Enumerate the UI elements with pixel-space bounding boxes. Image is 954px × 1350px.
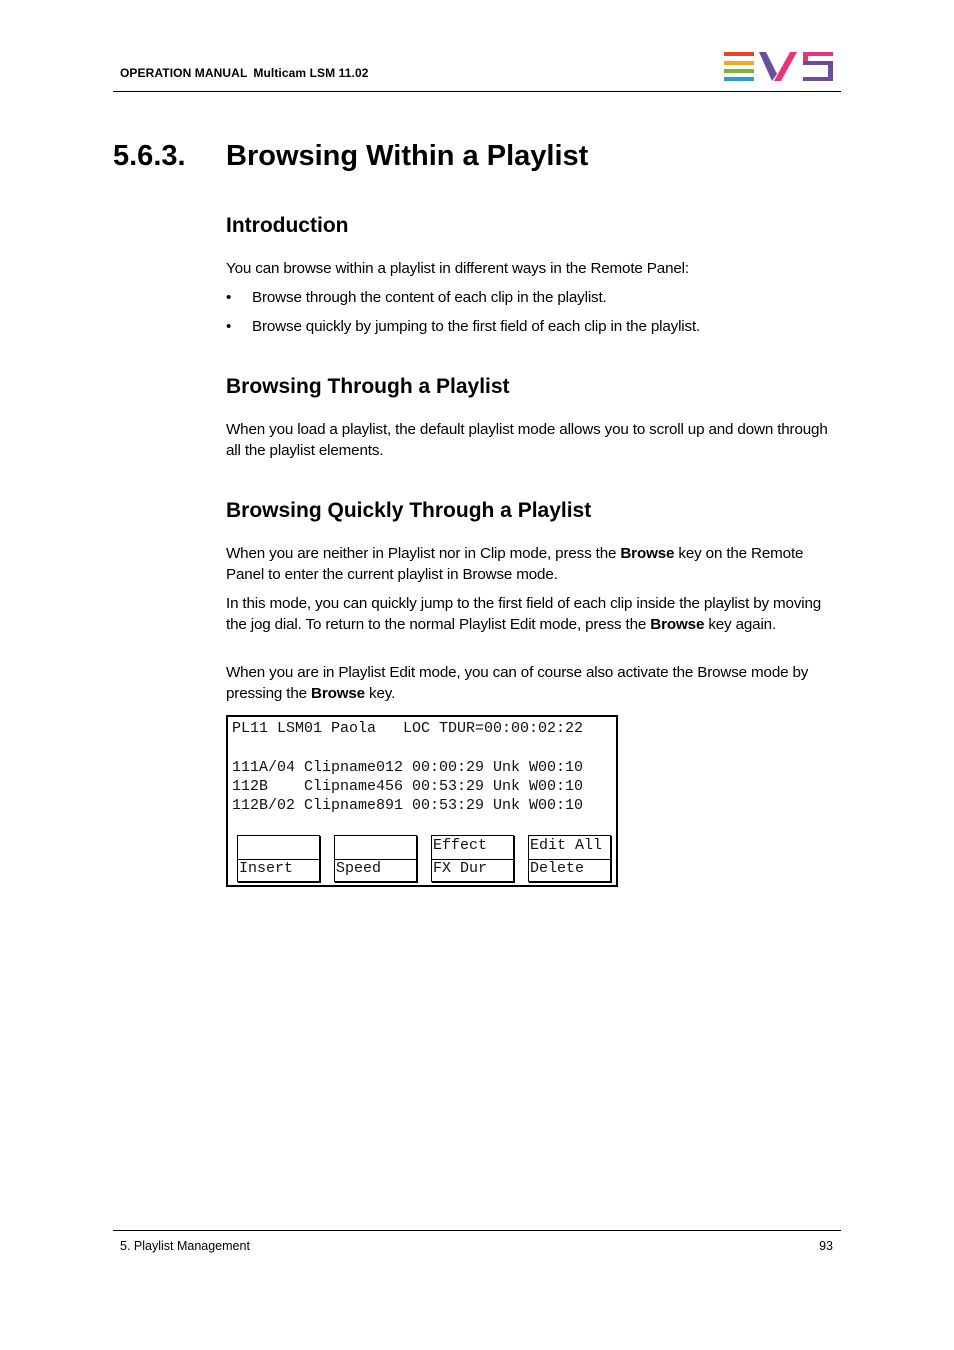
function-key-bottom-label: Insert [239,860,294,877]
browsing-through-text: When you load a playlist, the default playlist mode allows you to scroll up and down through all the playlist elements. [226,421,828,459]
lcd-screen [226,715,618,887]
bullet-icon: • [226,289,232,306]
function-key-insert[interactable] [237,835,320,882]
function-key-effect[interactable] [431,835,514,882]
introduction-heading: Introduction [226,214,349,237]
introduction-lead: You can browse within a playlist in different ways in the Remote Panel: [226,260,689,277]
evs-logo-icon [724,52,834,82]
browse-key-label: Browse [650,615,705,633]
browse-key-label: Browse [620,545,675,562]
product-label: Multicam LSM 11.02 [253,66,369,80]
function-key-top-label [336,836,416,858]
lcd-header-line: PL11 LSM01 Paola LOC TDUR=00:00:02:22 [232,720,584,737]
browsing-quickly-paragraph-1: When you are neither in Playlist nor in Clip mode, press the Browse key on the Remote Panel to enter the current playlist in Browse mode. [226,545,804,583]
browsing-quickly-paragraph-3: When you are in Playlist Edit mode, you can of course also activate the Browse mode by pressing the Browse key. [226,664,809,702]
section-title: Browsing Within a Playlist [226,140,589,172]
lcd-row: 112B/02 Clipname891 00:53:29 Unk W00:10 [232,797,584,814]
manual-label: OPERATION MANUAL [120,66,248,80]
function-key-bottom-label: FX Dur [433,860,488,877]
browse-key-label: Browse [311,684,365,702]
header-title [120,66,369,80]
browsing-through-heading: Browsing Through a Playlist [226,375,510,398]
function-key-top-label [239,836,319,858]
footer-chapter: 5. Playlist Management [120,1239,250,1253]
function-key-top-label: Effect [433,837,488,854]
function-key-bottom-label: Speed [336,860,382,877]
list-item-text: Browse quickly by jumping to the first field of each clip in the playlist. [252,318,701,335]
bullet-icon: • [226,318,232,335]
function-key-bottom-label: Delete [530,860,585,877]
page-header [113,0,841,92]
lcd-row: 112B Clipname456 00:53:29 Unk W00:10 [232,778,584,795]
lcd-row: 111A/04 Clipname012 00:00:29 Unk W00:10 [232,759,584,776]
browsing-quickly-heading: Browsing Quickly Through a Playlist [226,499,592,522]
list-item-text: Browse through the content of each clip in the playlist. [252,289,607,306]
page-footer [113,1230,841,1253]
function-key-edit-all[interactable] [528,835,611,882]
page-number: 93 [819,1239,833,1253]
section-number: 5.6.3. [113,140,186,172]
function-key-top-label: Edit All [530,837,603,854]
browsing-quickly-paragraph-2: In this mode, you can quickly jump to the first field of each clip inside the playlist by moving the jog dial. To return to the normal Playlist Edit mode, press the Browse key again. [226,595,822,633]
function-key-speed[interactable] [334,835,417,882]
